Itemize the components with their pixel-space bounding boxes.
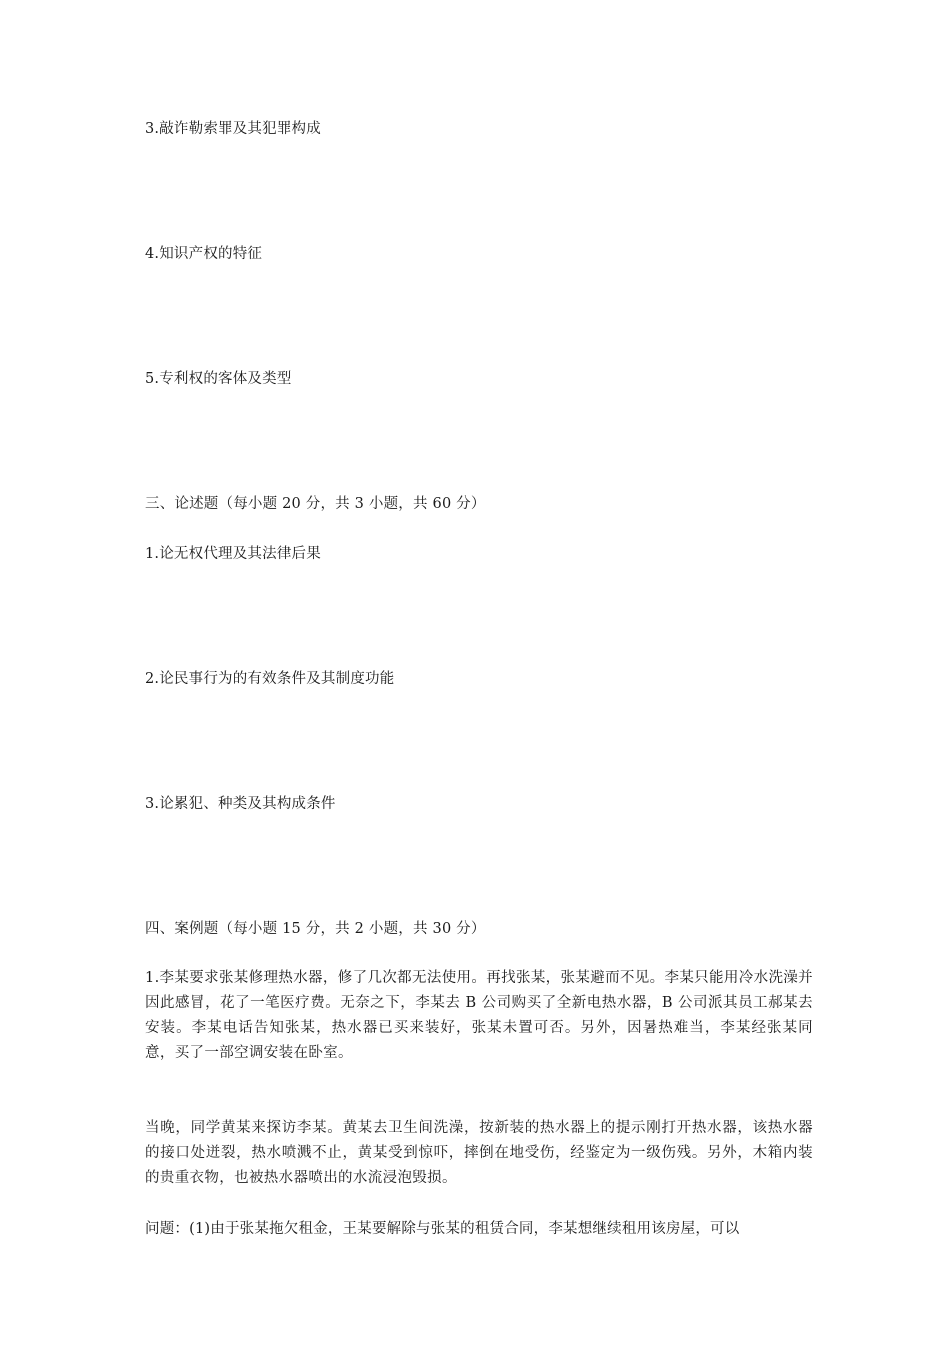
question-item-2-5: 5.专利权的客体及类型: [145, 371, 292, 387]
question-item-3-2: 2.论民事行为的有效条件及其制度功能: [145, 671, 395, 687]
question-item-2-3: 3.敲诈勒索罪及其犯罪构成: [145, 121, 321, 137]
case-1-paragraph-1: 1.李某要求张某修理热水器，修了几次都无法使用。再找张某，张某避而不见。李某只能用冷水洗澡并因此感冒，花了一笔医疗费。无奈之下，李某去 B 公司购买了全新电热水器，B 公司派其员工郝某去安装。李某电话告知张某，热水器已买来装好，张某未置可否。另外，因暑热难当，李某经张某同意，买了一部空调安装在卧室。: [145, 970, 813, 1061]
case-1-paragraph-2: 当晚，同学黄某来探访李某。黄某去卫生间洗澡，按新装的热水器上的提示刚打开热水器，该热水器的接口处迸裂，热水喷溅不止，黄某受到惊吓，摔倒在地受伤，经鉴定为一级伤残。另外，木箱内装的贵重衣物，也被热水器喷出的水流浸泡毁损。: [145, 1120, 813, 1186]
case-1-question-1: 问题：(1)由于张某拖欠租金，王某要解除与张某的租赁合同，李某想继续租用该房屋，可以: [145, 1221, 740, 1237]
section-3-heading: 三、论述题（每小题 20 分，共 3 小题，共 60 分）: [145, 496, 486, 512]
question-item-2-4: 4.知识产权的特征: [145, 246, 263, 262]
question-item-3-1: 1.论无权代理及其法律后果: [145, 546, 321, 562]
section-4-heading: 四、案例题（每小题 15 分，共 2 小题，共 30 分）: [145, 921, 486, 937]
question-item-3-3: 3.论累犯、种类及其构成条件: [145, 796, 336, 812]
